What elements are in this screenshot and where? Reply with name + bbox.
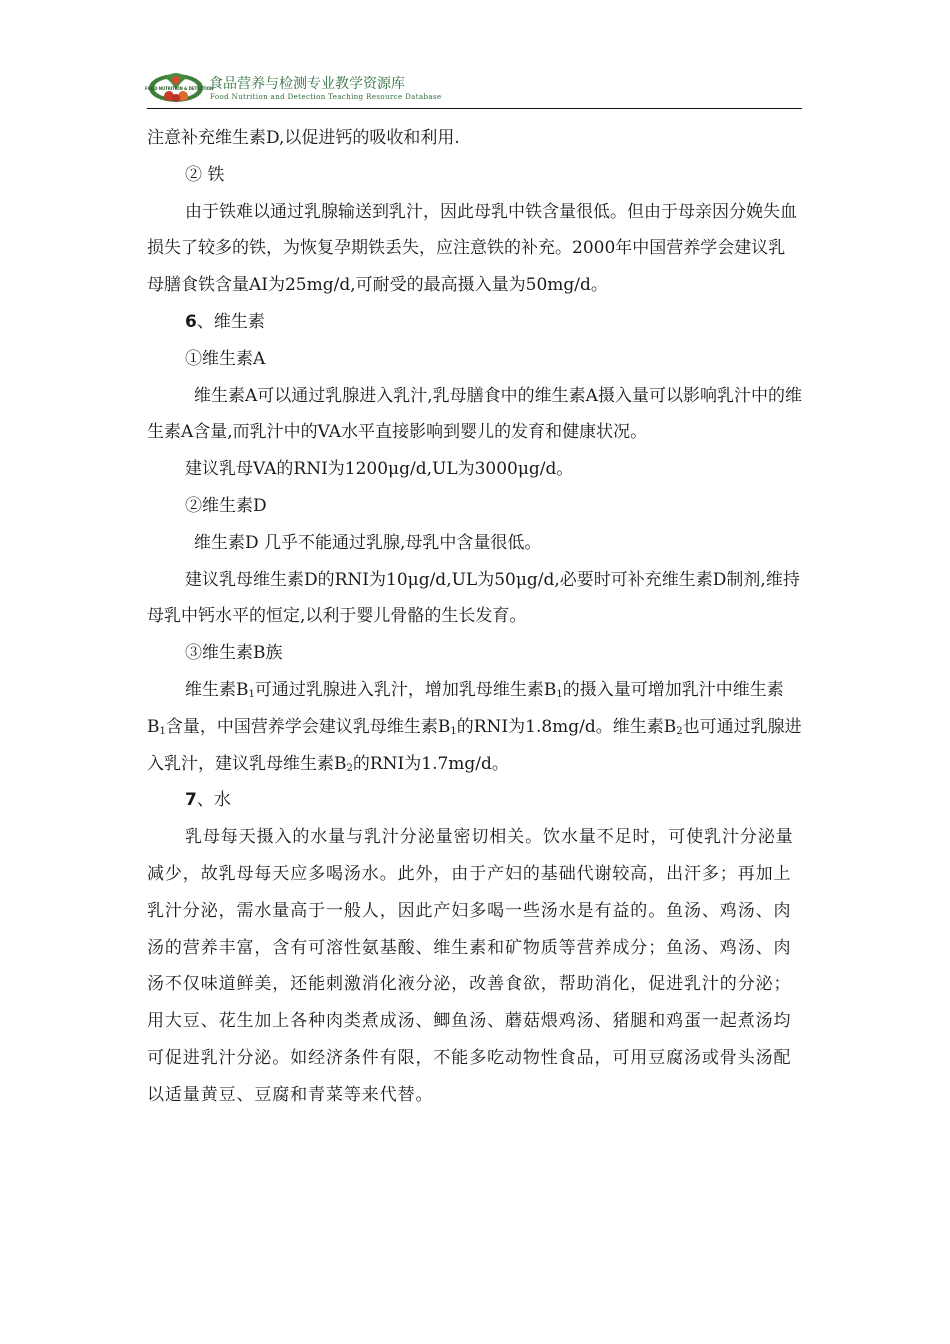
vitamin-d-paragraph: 维生素D 几乎不能通过乳腺,母乳中含量很低。 [194, 532, 542, 553]
logo [145, 68, 214, 106]
section-7-heading [147, 782, 802, 819]
section-7-number: 7 [185, 790, 197, 811]
text-run: 维生素B [185, 679, 249, 700]
text-run: 的RNI为1.7mg/d。 [352, 753, 509, 774]
header-subtitle: Food Nutrition and Detection Teaching Resource Database [210, 93, 442, 101]
iron-paragraph: 由于铁难以通过乳腺输送到乳汁，因此母乳中铁含量很低。但由于母亲因分娩失血损失了较多的铁，为恢复孕期铁丢失，应注意铁的补充。2000年中国营养学会建议乳母膳食铁含量AI为25mg/d,可耐受的最高摄入量为50mg/d。 [147, 201, 797, 296]
vitamin-b-paragraph [147, 672, 802, 782]
section-7-title: 、水 [196, 790, 231, 811]
text-run: 的RNI为1.8mg/d。维生素B [456, 716, 677, 737]
section-6-number: 6 [185, 311, 197, 332]
text-run: 的摄入量可增加乳汁中维生素B [147, 679, 784, 737]
subscript: 1 [159, 725, 166, 737]
subscript: 1 [450, 725, 457, 737]
vitamin-b-heading: ③维生素B族 [185, 643, 283, 664]
paragraph-calcium-note: 注意补充维生素D,以促进钙的吸收和利用. [147, 128, 460, 148]
subscript: 1 [556, 688, 563, 700]
header-title: 食品营养与检测专业教学资源库 [209, 76, 405, 92]
logo-text: FOOD NUTRITION & DETECTION [145, 86, 214, 91]
subscript: 1 [248, 688, 255, 700]
text-run: 也可通过乳腺进入乳汁，建议乳母维生素B [147, 716, 802, 774]
subscript: 2 [676, 725, 683, 737]
iron-heading: ② 铁 [185, 164, 225, 185]
water-paragraph: 乳母每天摄入的水量与乳汁分泌量密切相关。饮水量不足时，可使乳汁分泌量减少，故乳母每天应多喝汤水。此外，由于产妇的基础代谢较高，出汗多；再加上乳汁分泌，需水量高于一般人，因此产妇多喝一些汤水是有益的。鱼汤、鸡汤、肉汤的营养丰富，含有可溶性氨基酸、维生素和矿物质等营养成分；鱼汤、鸡汤、肉汤不仅味道鲜美，还能刺激消化液分泌，改善食欲，帮助消化，促进乳汁的分泌；用大豆、花生加上各种肉类煮成汤、鲫鱼汤、蘑菇煨鸡汤、猪腿和鸡蛋一起煮汤均可促进乳汁分泌。如经济条件有限，不能多吃动物性食品，可用豆腐汤或骨头汤配以适量黄豆、豆腐和青菜等来代替。 [147, 827, 794, 1105]
text-run: 含量，中国营养学会建议乳母维生素B [165, 716, 451, 737]
vitamin-d-heading: ②维生素D [185, 495, 267, 516]
vitamin-a-paragraph: 维生素A可以通过乳腺进入乳汁,乳母膳食中的维生素A摄入量可以影响乳汁中的维生素A含量,而乳汁中的VA水平直接影响到婴儿的发育和健康状况。 [147, 385, 802, 443]
text-run: 可通过乳腺进入乳汁，增加乳母维生素B [254, 679, 557, 700]
section-6-heading [147, 304, 802, 341]
page-header [147, 66, 802, 109]
section-6-title: 、维生素 [196, 311, 265, 332]
vitamin-d-rni: 建议乳母维生素D的RNI为10μg/d,UL为50μg/d,必要时可补充维生素D制剂,维持母乳中钙水平的恒定,以利于婴儿骨骼的生长发育。 [147, 569, 800, 627]
vitamin-a-heading: ①维生素A [185, 348, 266, 369]
subscript: 2 [346, 762, 353, 774]
vitamin-a-rni: 建议乳母VA的RNI为1200μg/d,UL为3000μg/d。 [185, 459, 574, 480]
document-body [147, 120, 802, 1114]
